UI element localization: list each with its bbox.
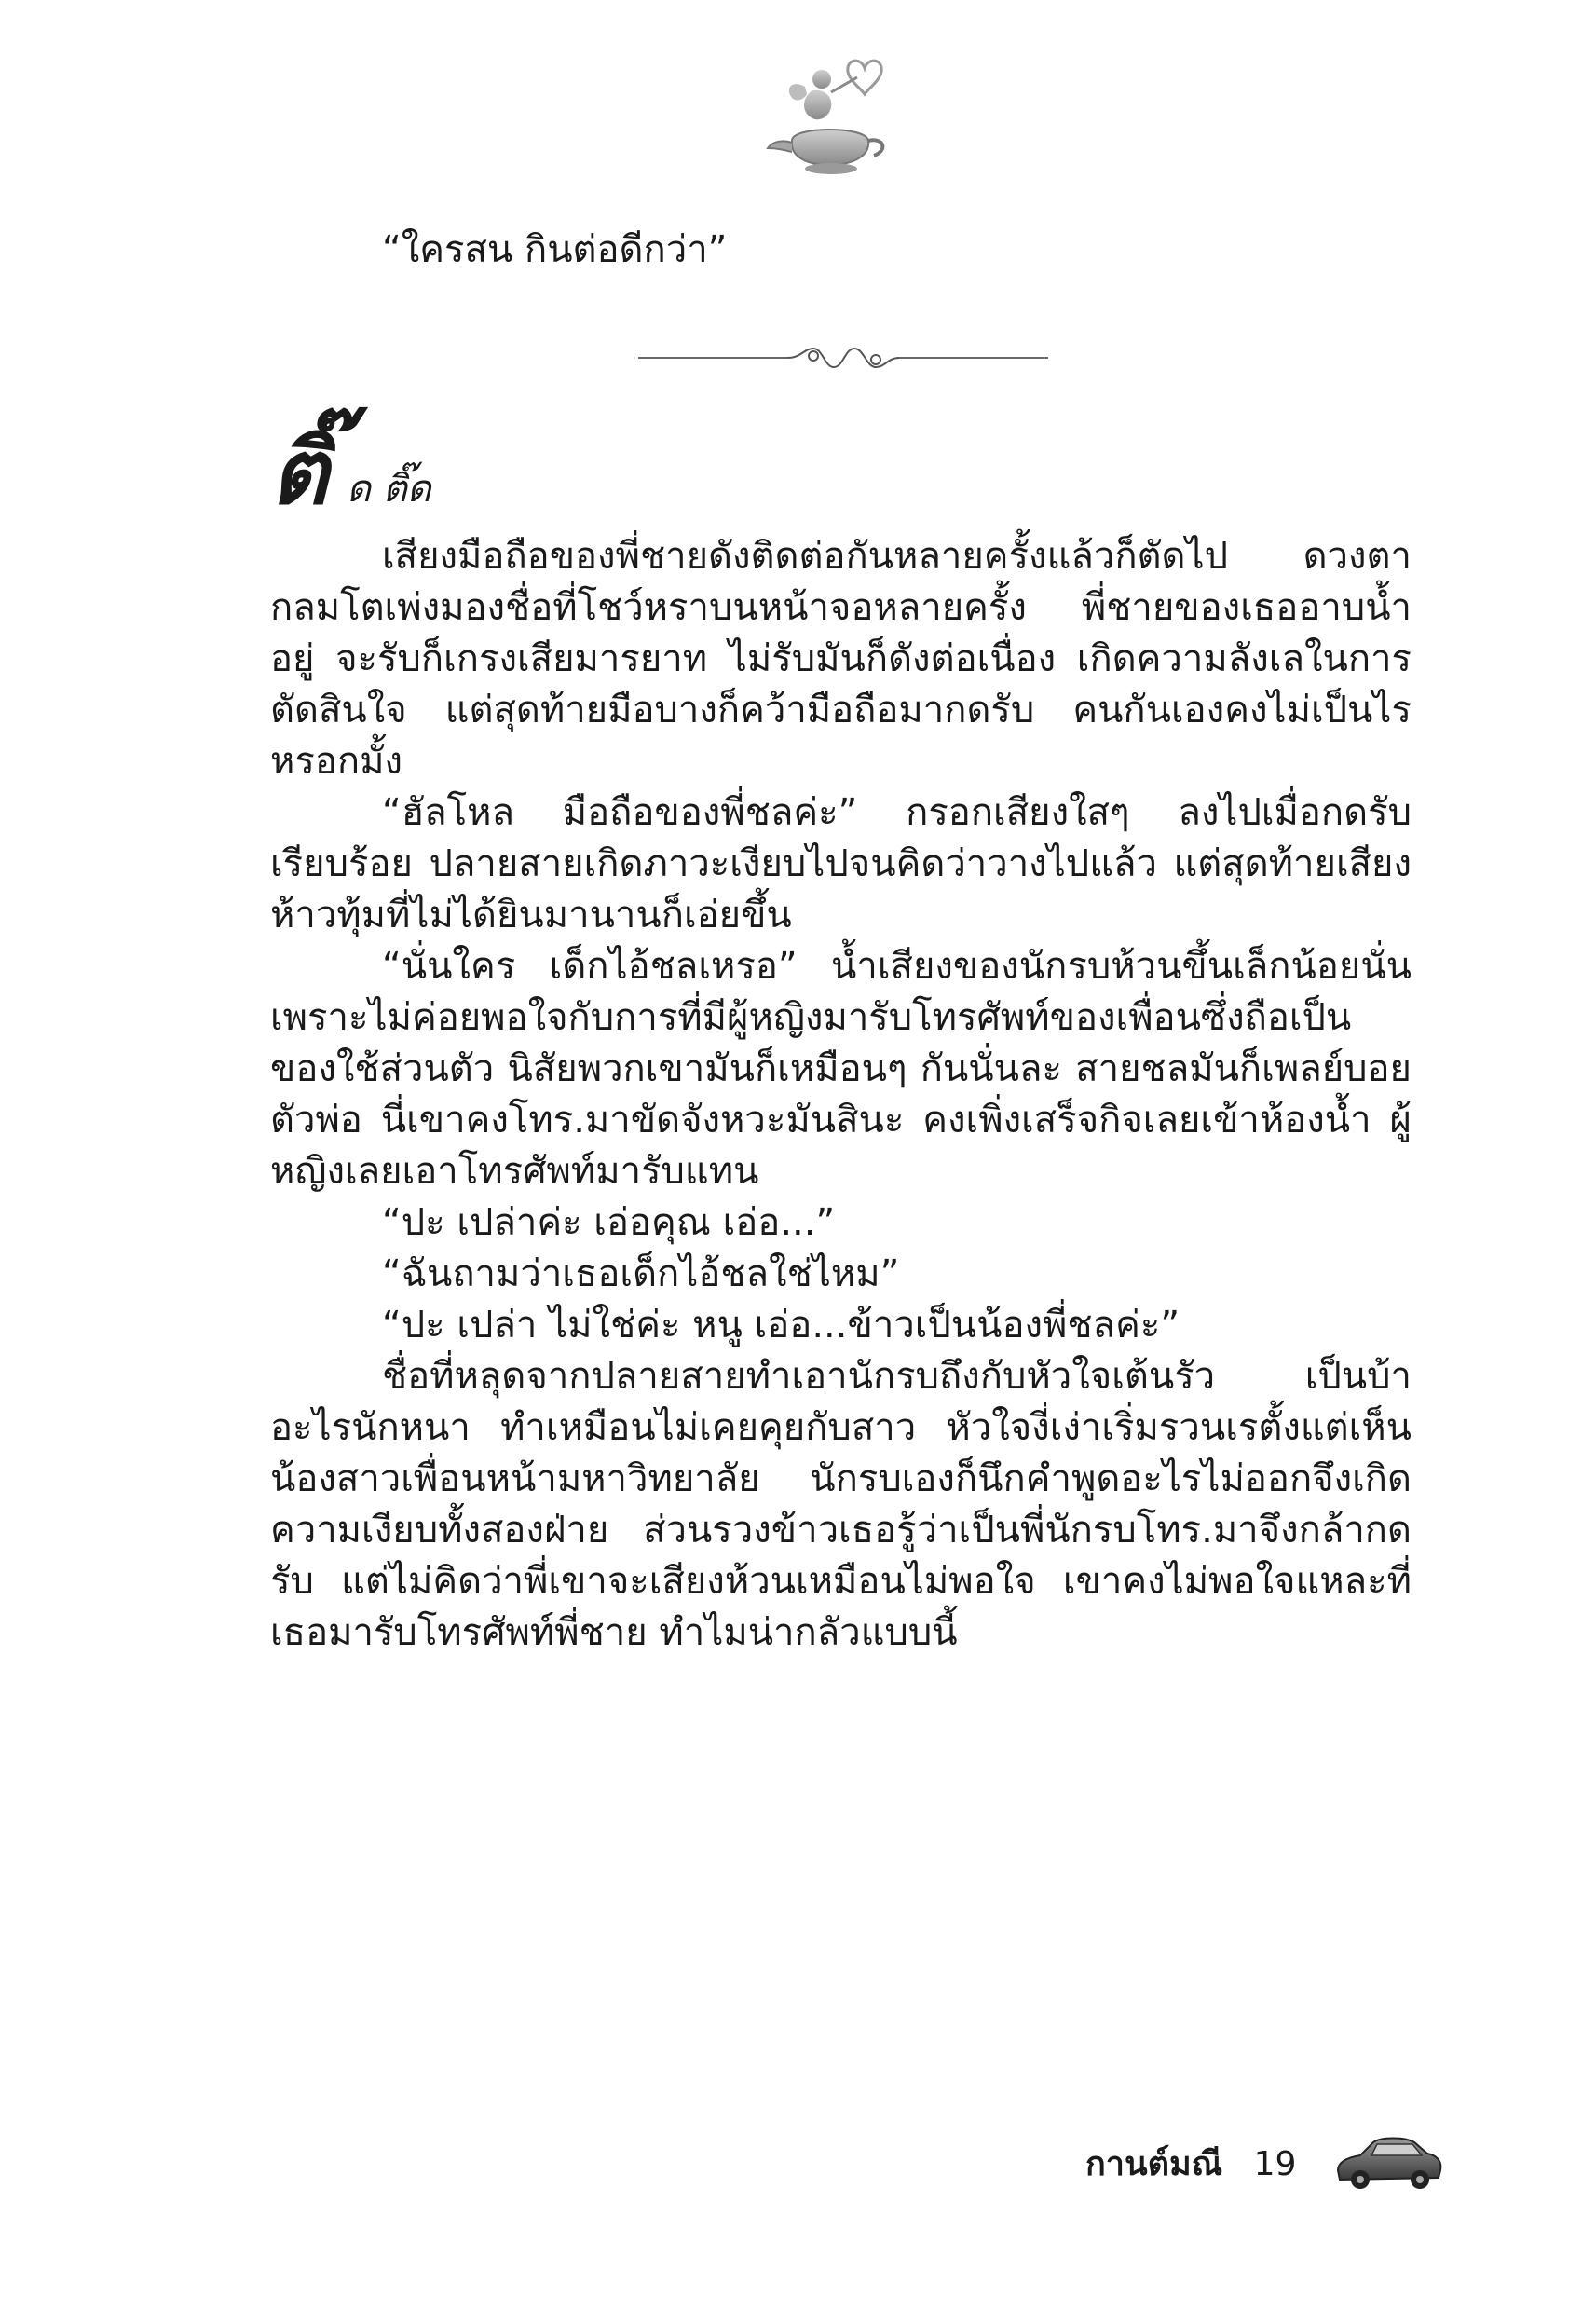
scroll-flourish-icon bbox=[638, 337, 1048, 378]
chapter-opening bbox=[270, 419, 1412, 531]
paragraph: ชื่อที่หลุดจากปลายสายทำเอานักรบถึงกับหัวใจเต้นรัว เป็นบ้าอะไรนักหนา ทำเหมือนไม่เคยคุยกับสาว หัวใจงี่เง่าเริ่มรวนเรตั้งแต่เห็นน้องสาวเพื่อนหน้ามหาวิทยาลัย นักรบเองก็นึกคำพูดอะไรไม่ออกจึงเกิดความเงียบทั้งสองฝ่าย ส่วนรวงข้าวเธอรู้ว่าเป็นพี่นักรบโทร.มาจึงกล้ากดรับ แต่ไม่คิดว่าพี่เขาจะเสียงห้วนเหมือนไม่พอใจ เขาคงไม่พอใจแหละที่เธอมารับโทรศัพท์พี่ชาย ทำไมน่ากลัวแบบนี้ bbox=[270, 1355, 1412, 1654]
dialogue-line: “ปะ เปล่า ไม่ใช่ค่ะ หนู เอ่อ...ข้าวเป็นน้องพี่ชลค่ะ” bbox=[382, 1304, 1180, 1347]
opening-quote: “ใครสน กินต่อดีกว่า” bbox=[382, 228, 728, 271]
dialogue-line: “ปะ เปล่าค่ะ เอ่อคุณ เอ่อ...” bbox=[382, 1201, 836, 1244]
page-footer bbox=[1085, 2141, 1296, 2188]
book-title: กานต์มณี bbox=[1085, 2145, 1223, 2183]
paragraph: “ฮัลโหล มือถือของพี่ชลค่ะ” กรอกเสียงใสๆ ลงไปเมื่อกดรับเรียบร้อย ปลายสายเกิดภาวะเงียบไปจนคิดว่าวางไปแล้ว แต่สุดท้ายเสียงห้าวทุ้มที่ไม่ได้ยินมานานก็เอ่ยขึ้น bbox=[270, 791, 1412, 937]
page-number: 19 bbox=[1253, 2145, 1297, 2183]
drop-cap: ติ๊ bbox=[270, 420, 327, 525]
body-text bbox=[270, 419, 1412, 1659]
paragraph: เสียงมือถือของพี่ชายดังติดต่อกันหลายครั้งแล้วก็ตัดไป ดวงตากลมโตเพ่งมองชื่อที่โชว์หราบนหน้าจอหลายครั้ง พี่ชายของเธออาบน้ำอยู่ จะรับก็เกรงเสียมารยาท ไม่รับมันก็ดังต่อเนื่อง เกิดความลังเลในการตัดสินใจ แต่สุดท้ายมือบางก็คว้ามือถือมากดรับ คนกันเองคงไม่เป็นไรหรอกมั้ง bbox=[270, 535, 1412, 783]
drop-cap-rest: ด ติ๊ด bbox=[347, 468, 431, 511]
cupid-teacup-icon bbox=[764, 51, 904, 182]
dialogue-line: “ฉันถามว่าเธอเด็กไอ้ชลใช่ไหม” bbox=[382, 1252, 900, 1295]
car-icon bbox=[1332, 2129, 1444, 2195]
paragraph: “นั่นใคร เด็กไอ้ชลเหรอ” น้ำเสียงของนักรบห้วนขึ้นเล็กน้อยนั่นเพราะไม่ค่อยพอใจกับการที่มีผู้หญิงมารับโทรศัพท์ของเพื่อนซึ่งถือเป็นของใช้ส่วนตัว นิสัยพวกเขามันก็เหมือนๆ กันนั่นละ สายชลมันก็เพลย์บอยตัวพ่อ นี่เขาคงโทร.มาขัดจังหวะมันสินะ คงเพิ่งเสร็จกิจเลยเข้าห้องน้ำ ผู้หญิงเลยเอาโทรศัพท์มารับแทน bbox=[270, 945, 1412, 1193]
